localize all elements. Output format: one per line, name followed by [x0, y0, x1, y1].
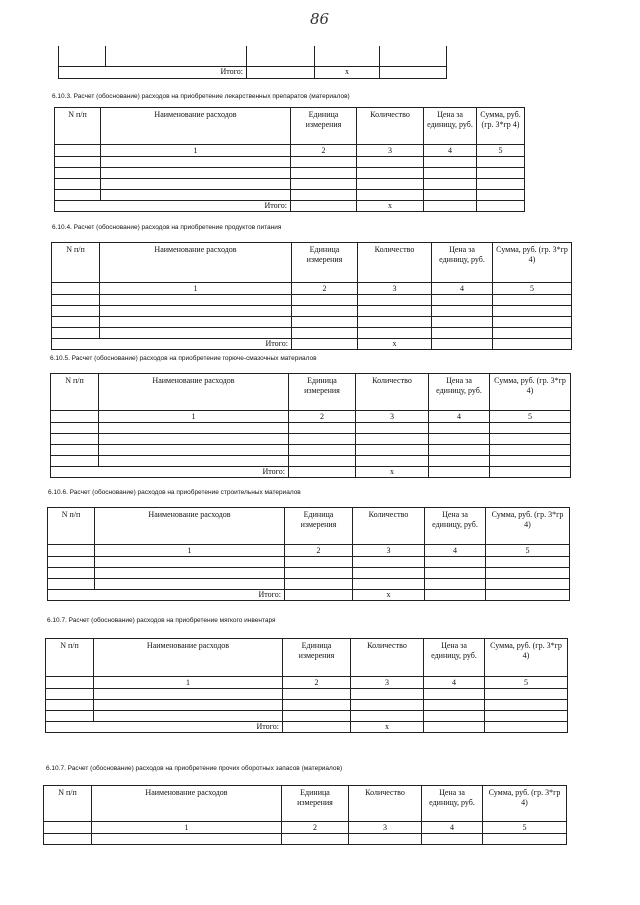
- header-price: Цена за единицу, руб.: [425, 508, 486, 545]
- header-name: Наименование расходов: [95, 508, 285, 545]
- col-number: 4: [425, 545, 486, 557]
- header-price: Цена за единицу, руб.: [422, 786, 483, 822]
- col-number: 2: [282, 822, 349, 834]
- col-number: 1: [94, 677, 283, 689]
- header-num: N п/п: [51, 374, 99, 411]
- total-label: Итого:: [59, 66, 247, 78]
- col-number: 3: [357, 145, 424, 157]
- header-sum: Сумма, руб. (гр. 3*гр 4): [490, 374, 571, 411]
- table-cell: [380, 66, 447, 78]
- total-label: Итого:: [52, 339, 292, 350]
- col-number: 5: [493, 283, 572, 295]
- header-qty: Количество: [353, 508, 425, 545]
- header-sum: Сумма, руб. (гр. 3*гр 4): [485, 639, 568, 677]
- header-qty: Количество: [358, 243, 432, 283]
- col-number: 4: [424, 677, 485, 689]
- table-other-inventories: [43, 785, 567, 845]
- header-price: Цена за единицу, руб.: [429, 374, 490, 411]
- prev-table-fragment: [58, 46, 447, 79]
- section-title-6-10-5: 6.10.5. Расчет (обоснование) расходов на приобретение горюче-смазочных материалов: [50, 355, 317, 362]
- total-x-mark: x: [353, 590, 425, 601]
- table-cell: [315, 46, 380, 66]
- total-label: Итого:: [55, 201, 291, 212]
- section-title-6-10-6: 6.10.6. Расчет (обоснование) расходов на приобретение строительных материалов: [48, 489, 301, 496]
- header-sum: Сумма, руб. (гр. 3*гр 4): [483, 786, 567, 822]
- table-cell: [247, 66, 315, 78]
- header-name: Наименование расходов: [99, 374, 289, 411]
- header-unit: Единица измерения: [292, 243, 358, 283]
- header-unit: Единица измерения: [291, 108, 357, 145]
- total-label: Итого:: [48, 590, 285, 601]
- section-title-6-10-3: 6.10.3. Расчет (обоснование) расходов на приобретение лекарственных препаратов (материалов): [52, 93, 350, 100]
- total-x-mark: x: [351, 722, 424, 733]
- col-number: 5: [477, 145, 525, 157]
- header-name: Наименование расходов: [100, 243, 292, 283]
- col-number: 3: [356, 411, 429, 423]
- header-unit: Единица измерения: [285, 508, 353, 545]
- table-cell: [106, 46, 247, 66]
- header-qty: Количество: [357, 108, 424, 145]
- header-name: Наименование расходов: [92, 786, 282, 822]
- header-num: N п/п: [52, 243, 100, 283]
- table-cell: [59, 46, 106, 66]
- table-cell: [55, 145, 101, 157]
- header-name: Наименование расходов: [101, 108, 291, 145]
- page-number: 86: [310, 10, 330, 28]
- col-number: 2: [283, 677, 351, 689]
- col-number: 2: [292, 283, 358, 295]
- col-number: 5: [486, 545, 570, 557]
- header-num: N п/п: [44, 786, 92, 822]
- header-unit: Единица измерения: [282, 786, 349, 822]
- section-title-6-10-7-other: 6.10.7. Расчет (обоснование) расходов на приобретение прочих оборотных запасов (материалов): [46, 765, 343, 772]
- header-unit: Единица измерения: [283, 639, 351, 677]
- col-number: 3: [351, 677, 424, 689]
- col-number: 2: [289, 411, 356, 423]
- total-x-mark: x: [315, 66, 380, 78]
- header-name: Наименование расходов: [94, 639, 283, 677]
- header-num: N п/п: [46, 639, 94, 677]
- col-number: 3: [358, 283, 432, 295]
- col-number: 4: [429, 411, 490, 423]
- table-medicines: [54, 107, 525, 212]
- header-num: N п/п: [48, 508, 95, 545]
- col-number: 4: [422, 822, 483, 834]
- header-qty: Количество: [349, 786, 422, 822]
- total-label: Итого:: [46, 722, 283, 733]
- header-price: Цена за единицу, руб.: [432, 243, 493, 283]
- col-number: 5: [490, 411, 571, 423]
- col-number: 2: [291, 145, 357, 157]
- header-unit: Единица измерения: [289, 374, 356, 411]
- col-number: 1: [99, 411, 289, 423]
- table-cell: [380, 46, 447, 66]
- header-sum: Сумма, руб. (гр. 3*гр 4): [493, 243, 572, 283]
- col-number: 1: [100, 283, 292, 295]
- col-number: 4: [432, 283, 493, 295]
- table-construction: [47, 507, 570, 601]
- col-number: 1: [95, 545, 285, 557]
- table-fuel: [50, 373, 571, 478]
- total-label: Итого:: [51, 467, 289, 478]
- section-title-6-10-4: 6.10.4. Расчет (обоснование) расходов на приобретение продуктов питания: [52, 224, 282, 231]
- col-number: 1: [101, 145, 291, 157]
- col-number: 2: [285, 545, 353, 557]
- col-number: 4: [424, 145, 477, 157]
- total-x-mark: x: [357, 201, 424, 212]
- total-x-mark: x: [356, 467, 429, 478]
- header-price: Цена за единицу, руб.: [424, 639, 485, 677]
- col-number: 1: [92, 822, 282, 834]
- col-number: 3: [349, 822, 422, 834]
- table-soft-inventory: [45, 638, 568, 733]
- header-qty: Количество: [356, 374, 429, 411]
- header-qty: Количество: [351, 639, 424, 677]
- header-price: Цена за единицу, руб.: [424, 108, 477, 145]
- table-cell: [247, 46, 315, 66]
- header-sum: Сумма, руб. (гр. 3*гр 4): [477, 108, 525, 145]
- total-x-mark: x: [358, 339, 432, 350]
- col-number: 3: [353, 545, 425, 557]
- table-food: [51, 242, 572, 350]
- header-num: N п/п: [55, 108, 101, 145]
- col-number: 5: [485, 677, 568, 689]
- col-number: 5: [483, 822, 567, 834]
- section-title-6-10-7-inventory: 6.10.7. Расчет (обоснование) расходов на приобретение мягкого инвентаря: [47, 617, 276, 624]
- header-sum: Сумма, руб. (гр. 3*гр 4): [486, 508, 570, 545]
